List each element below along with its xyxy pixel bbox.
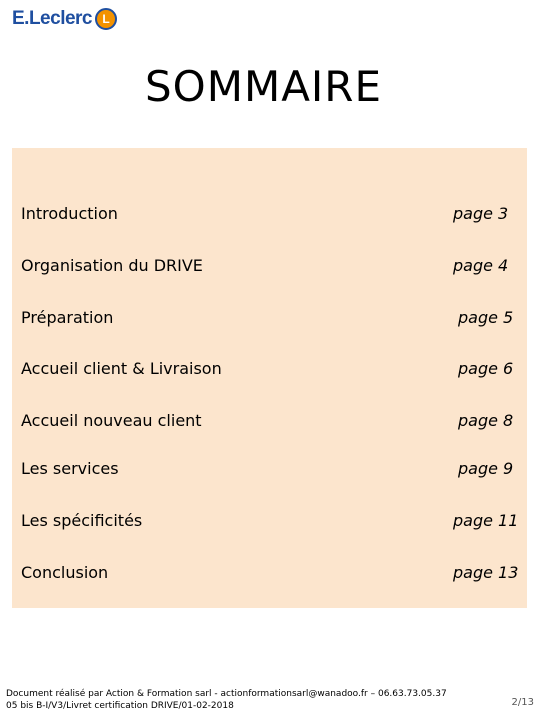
- leclerc-logo: [12, 5, 117, 33]
- toc-item-page: page 9: [458, 459, 514, 478]
- logo-mark-icon: L: [95, 8, 117, 30]
- page-number: 2/13: [511, 697, 534, 708]
- logo-text: E.Leclerc: [12, 8, 92, 29]
- toc-item-page: page 4: [453, 256, 509, 275]
- toc-item-page: page 6: [458, 359, 514, 378]
- toc-item-label: Préparation: [21, 308, 114, 327]
- footer: [6, 688, 447, 712]
- toc-item-label: Les spécificités: [21, 511, 143, 530]
- toc-item-page: page 13: [453, 563, 519, 582]
- toc-item-label: Introduction: [21, 204, 118, 223]
- toc-item-page: page 11: [453, 511, 519, 530]
- table-of-contents: [12, 148, 527, 608]
- footer-line-1: Document réalisé par Action & Formation sarl - actionformationsarl@wanadoo.fr – 06.63.73.05.37: [6, 689, 447, 699]
- toc-item-label: Organisation du DRIVE: [21, 256, 203, 275]
- page-title: SOMMAIRE: [145, 62, 383, 111]
- toc-item-label: Accueil client & Livraison: [21, 359, 222, 378]
- footer-line-2: 05 bis B-I/V3/Livret certification DRIVE/01-02-2018: [6, 701, 234, 711]
- toc-item-label: Accueil nouveau client: [21, 411, 202, 430]
- toc-item-label: Conclusion: [21, 563, 109, 582]
- toc-item-page: page 8: [458, 411, 514, 430]
- toc-item-label: Les services: [21, 459, 119, 478]
- toc-item-page: page 3: [453, 204, 509, 223]
- toc-item-page: page 5: [458, 308, 514, 327]
